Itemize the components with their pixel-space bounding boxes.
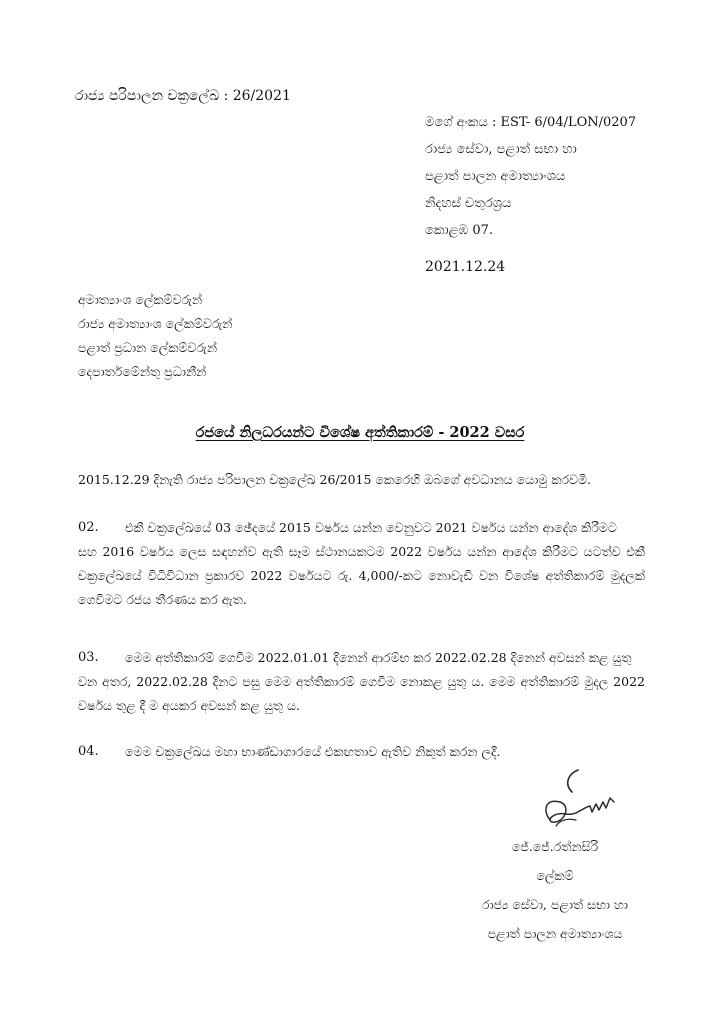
- sender-address-line: නිදහස් චතුරශ්‍රය: [425, 196, 512, 211]
- paragraph-number: 02.: [78, 520, 99, 535]
- sender-address-line: කොළඹ 07.: [425, 223, 494, 238]
- sender-address-block: [425, 109, 636, 244]
- intro-paragraph: 2015.12.29 දිනැති රාජ්‍ය පරිපාලන චක්‍රලේඛ 26/2015 කෙරෙහි ඔබගේ අවධානය යොමු කරවමි.: [78, 472, 591, 487]
- paragraph-body: සහ 2016 වර්ෂය ලෙස සඳහන්ව ඇති සෑම ස්ථානයකටම 2022 වර්ෂය යන්න ආදේශ කිරීමට යටත්ව එකී චක්‍රලේඛයේ විධිවිධාන ප්‍රකාරව 2022 වර්ෂයට රු. 4,000/-කට නොවැඩි වන විශේෂ අත්තිකාරම් මුදලක් ගෙවීමට රජය තීරණය කර ඇත.: [78, 544, 645, 607]
- sender-address-line: පළාත් පාලන අමාත්‍යාංශය: [425, 169, 566, 184]
- signatory-ministry-line: රාජ්‍ය සේවා, පළාත් සභා හා: [482, 897, 628, 912]
- paragraph-first-line: මෙම අත්තිකාරම් ගෙවීම 2022.01.01 දිනෙන් ආරම්භ කර 2022.02.28 දිනෙන් අවසන් කළ යුතු: [125, 650, 632, 665]
- recipients-list: [78, 288, 232, 384]
- signatory-name: ජේ.ජේ.රත්නසිරි: [511, 839, 599, 854]
- circular-reference: රාජ්‍ය පරිපාලන චක්‍රලේඛ : 26/2021: [75, 88, 291, 104]
- document-title: රජයේ නිලධරයන්ට විශේෂ අත්තිකාරම් - 2022 වසර: [195, 424, 525, 441]
- paragraph-first-line: මෙම චක්‍රලේඛය මහා භාණ්ඩාගාරයේ එකඟතාව ඇතිව නිකුත් කරන ලදී.: [125, 744, 501, 759]
- paragraph-body: වන අතර, 2022.02.28 දිනට පසු මෙම අත්තිකාරම් ගෙවීම නොකළ යුතු ය. මෙම අත්තිකාරම් මුදල 2022 වර්ෂය තුළ දී ම අයකර අවසන් කළ යුතු ය.: [78, 674, 645, 713]
- handwritten-signature: [520, 762, 630, 842]
- reference-number: මගේ අංකය : EST- 6/04/LON/0207: [425, 115, 637, 130]
- recipient-line: රාජ්‍ය අමාත්‍යාංශ ලේකම්වරුන්: [78, 316, 233, 331]
- sender-address-line: රාජ්‍ය සේවා, පළාත් සභා හා: [425, 142, 577, 157]
- paragraph-number: 04.: [78, 744, 99, 759]
- signatory-ministry-line: පළාත් පාලන අමාත්‍යාංශය: [487, 926, 623, 941]
- recipient-line: අමාත්‍යාංශ ලේකම්වරුන්: [78, 292, 203, 307]
- signatory-designation: ලේකම්: [536, 868, 574, 883]
- recipient-line: පළාත් ප්‍රධාන ලේකම්වරුන්: [78, 340, 217, 355]
- signature-block: [470, 832, 640, 948]
- paragraph-number: 03.: [78, 650, 99, 665]
- recipient-line: දෙපාර්තමේන්තු ප්‍රධානීන්: [78, 364, 207, 379]
- letter-date: 2021.12.24: [425, 259, 506, 275]
- paragraph-first-line: එකී චක්‍රලේඛයේ 03 ඡේදයේ 2015 වර්ෂය යන්න වෙනුවට 2021 වර්ෂය යන්න ආදේශ කිරීමට: [125, 520, 617, 535]
